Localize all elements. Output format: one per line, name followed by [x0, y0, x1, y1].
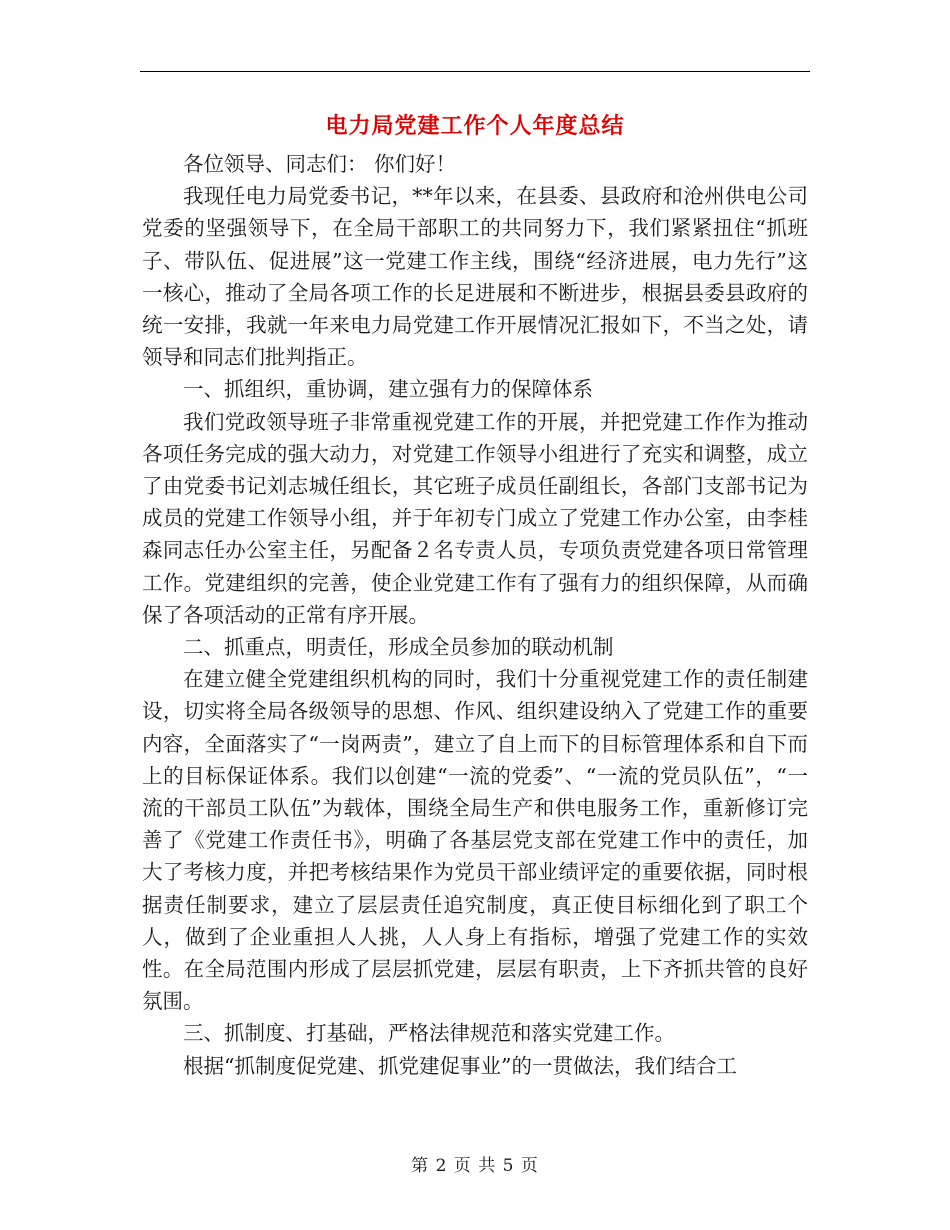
document-body [142, 148, 808, 1082]
page-number: 第 2 页 共 5 页 [411, 1156, 539, 1176]
document-title: 电力局党建工作个人年度总结 [325, 113, 625, 139]
paragraph-section-1: 我们党政领导班子非常重视党建工作的开展，并把党建工作作为推动各项任务完成的强大动力，对党建工作领导小组进行了充实和调整，成立了由党委书记刘志城任组长，其它班子成员任副组长，各部门支部书记为成员的党建工作领导小组，并于年初专门成立了党建工作办公室，由李桂森同志任办公室主任，另配备２名专责人员，专项负责党建各项日常管理工作。党建组织的完善，使企业党建工作有了强有力的组织保障，从而确保了各项活动的正常有序开展。 [142, 409, 808, 627]
paragraph-greeting: 各位领导、同志们： 你们好！ [183, 152, 457, 176]
paragraph-section-3: 根据“抓制度促党建、抓党建促事业”的一贯做法，我们结合工 [183, 1053, 737, 1078]
header-rule [140, 71, 810, 72]
paragraph-intro: 我现任电力局党委书记，**年以来，在县委、县政府和沧州供电公司党委的坚强领导下，在全局干部职工的共同努力下，我们紧紧扭住“抓班子、带队伍、促进展”这一党建工作主线，围绕“经济进展，电力先行”这一核心，推动了全局各项工作的长足进展和不断进步，根据县委县政府的统一安排，我就一年来电力局党建工作开展情况汇报如下，不当之处，请领导和同志们批判指正。 [142, 184, 808, 370]
paragraph-section-2: 在建立健全党建组织机构的同时，我们十分重视党建工作的责任制建设，切实将全局各级领导的思想、作风、组织建设纳入了党建工作的重要内容，全面落实了“一岗两责”，建立了自上而下的目标管理体系和自下而上的目标保证体系。我们以创建“一流的党委”、“一流的党员队伍”，“一流的干部员工队伍”为载体，围绕全局生产和供电服务工作，重新修订完善了《党建工作责任书》，明确了各基层党支部在党建工作中的责任，加大了考核力度，并把考核结果作为党员干部业绩评定的重要依据，同时根据责任制要求，建立了层层责任追究制度，真正使目标细化到了职工个人，做到了企业重担人人挑，人人身上有指标，增强了党建工作的实效性。在全局范围内形成了层层抓党建，层层有职责，上下齐抓共管的良好氛围。 [142, 667, 808, 1014]
section-heading-2: 二、抓重点，明责任，形成全员参加的联动机制 [183, 635, 614, 660]
section-heading-3: 三、抓制度、打基础，严格法律规范和落实党建工作。 [183, 1021, 675, 1046]
section-heading-1: 一、抓组织，重协调，建立强有力的保障体系 [183, 377, 593, 402]
